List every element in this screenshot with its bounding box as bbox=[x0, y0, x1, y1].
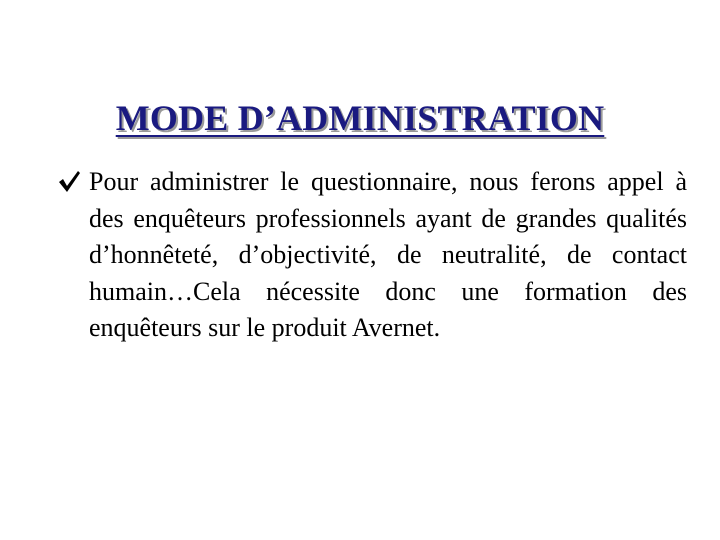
bullet-item bbox=[57, 164, 687, 347]
bullet-list bbox=[57, 164, 687, 347]
check-icon bbox=[57, 168, 81, 194]
title-container bbox=[0, 70, 720, 166]
slide-title: MODE D’ADMINISTRATION bbox=[115, 98, 605, 139]
bullet-text: Pour administrer le questionnaire, nous ferons appel à des enquêteurs professionnels ayant de grandes qualités d’honnêteté, d’objectivité, de neutralité, de contact humain…Cela nécessite donc une formation des enquêteurs sur le produit Avernet. bbox=[89, 167, 687, 342]
